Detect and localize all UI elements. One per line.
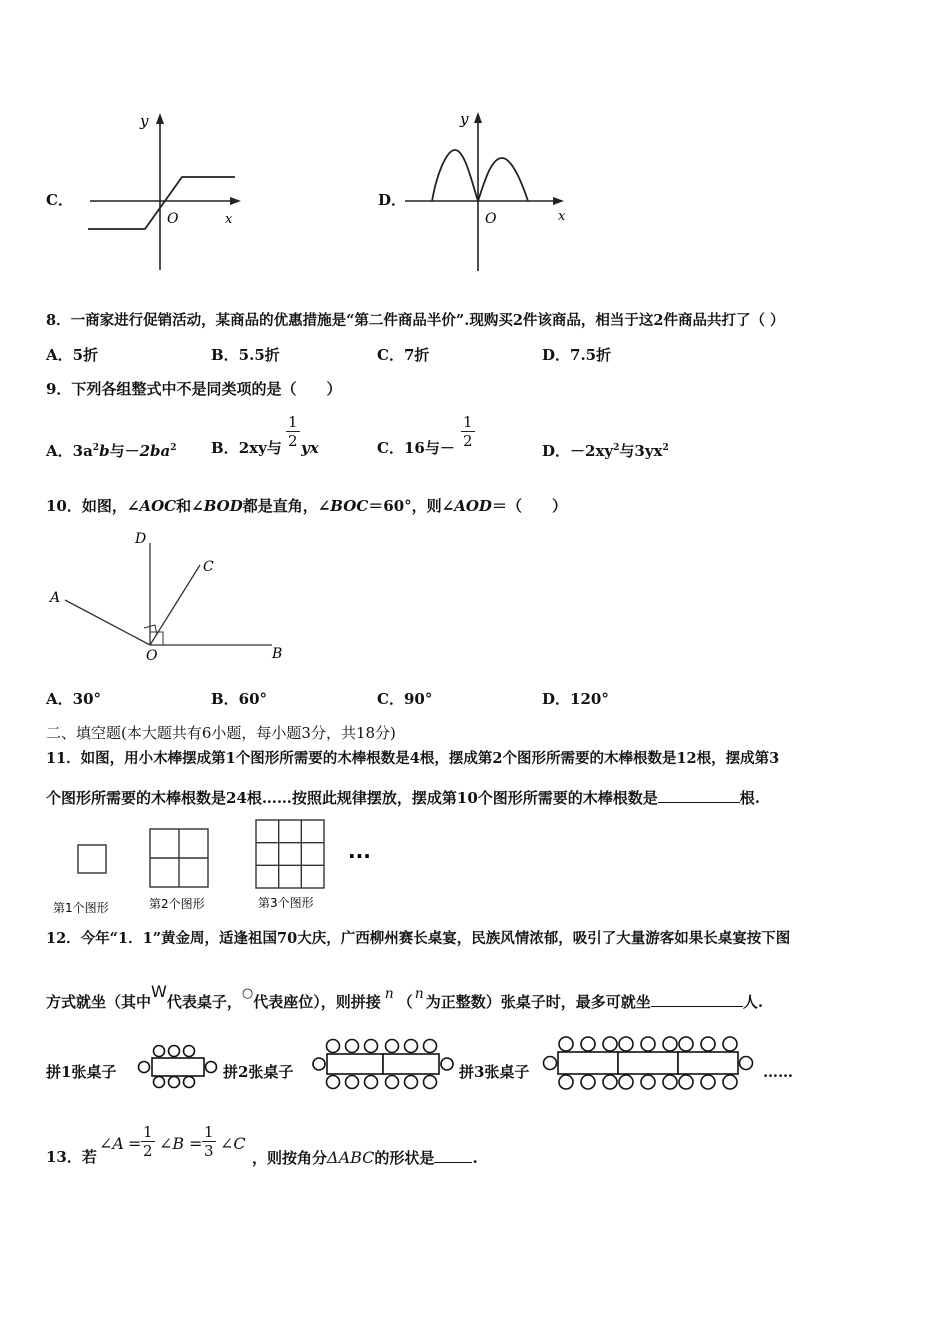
q12-ellipsis: ……	[763, 1063, 793, 1081]
q12-label-1: 拼1张桌子	[46, 1063, 117, 1081]
graph-d-x-label: x	[558, 209, 566, 224]
q10-option-b: B．60°	[211, 690, 268, 708]
section-2-heading: 二、填空题(本大题共有6小题，每小题3分，共18分)	[46, 724, 396, 742]
q13-answer-blank[interactable]	[434, 1148, 472, 1163]
stick-figures	[48, 815, 398, 920]
q10-option-c: C．90°	[377, 690, 433, 708]
q8-option-d: D．7.5折	[542, 346, 612, 364]
graph-c	[85, 110, 255, 275]
q10-option-a: A．30°	[46, 690, 102, 708]
q13-fraction-1: $\frac{1}{2}$	[143, 1123, 153, 1160]
label-o: O	[146, 648, 158, 664]
q9-b-expr2: yx	[301, 439, 319, 457]
q9-b-fraction: $\frac{1}{2}$	[288, 413, 298, 450]
caption-3: 第3个图形	[258, 896, 314, 910]
q11-line1: 11．如图，用小木棒摆成第1个图形所需要的木棒根数是4根，摆成第2个图形所需要的木棒根数是12根，摆成第3	[46, 750, 780, 767]
q9-c-fraction: $\frac{1}{2}$	[463, 413, 473, 450]
q13-eq2: =	[189, 1134, 203, 1153]
angle-diagram	[40, 525, 300, 665]
table-arrangements	[130, 1035, 760, 1095]
q9-text: 9．下列各组整式中不是同类项的是（ ）	[46, 380, 342, 398]
graph-c-origin: O	[167, 211, 179, 227]
graph-c-y-label: y	[140, 112, 149, 130]
q9-option-d: D．$-2xy^2$与$3yx^2$	[542, 442, 669, 460]
q11-answer-blank[interactable]	[658, 788, 740, 803]
q9-option-a: A．$3a^2b$与$-2ba^2$	[46, 442, 177, 460]
q13-angle-b: ∠B	[159, 1134, 185, 1153]
q8-option-c: C．7折	[377, 346, 430, 364]
q13-number: 13．若	[46, 1148, 97, 1166]
q12-label-2: 拼2张桌子	[223, 1063, 294, 1081]
q9-option-c: C．16与－	[377, 439, 455, 457]
q9-option-b: B．2xy与	[211, 439, 282, 457]
graph-c-x-label: x	[225, 212, 233, 227]
label-d: D	[135, 531, 147, 547]
graph-d-y-label: y	[460, 110, 469, 128]
continuation-dots: ···	[348, 844, 371, 868]
label-c: C	[203, 559, 214, 575]
q12-line2: 方式就坐（其中W代表桌子，○代表座位），则拼接 n （ n 为正整数）张桌子时，最多可就坐 人.	[46, 982, 764, 1011]
q13-angle-c: ∠C	[220, 1134, 246, 1153]
caption-1: 第1个图形	[53, 901, 109, 915]
q12-line1: 12．今年“1．1”黄金周，适逢祖国70大庆，广西柳州赛长桌宴，民族风情浓郁，吸引了大量游客如果长桌宴按下图	[46, 930, 791, 947]
q11-line2: 个图形所需要的木棒根数是24根……按照此规律摆放，摆成第10个图形所需要的木棒根数是 根.	[46, 789, 760, 807]
q12-label-3: 拼3张桌子	[459, 1063, 530, 1081]
graph-d-origin: O	[485, 211, 497, 227]
q13-text: ，则按角分ΔABC的形状是 .	[252, 1148, 478, 1167]
q8-option-b: B．5.5折	[211, 346, 280, 364]
label-a: A	[50, 590, 61, 606]
q13-fraction-2: $\frac{1}{3}$	[204, 1123, 214, 1160]
option-c-label: C．	[46, 191, 73, 209]
graph-d	[400, 108, 580, 276]
q13-angle-a: ∠A	[99, 1134, 124, 1153]
q10-text: 10．如图，∠AOC和∠BOD都是直角，∠BOC＝60°，则∠AOD＝（ ）	[46, 497, 567, 515]
label-b: B	[272, 646, 283, 662]
q8-option-a: A．5折	[46, 346, 99, 364]
q13-eq1: =	[128, 1134, 142, 1153]
q10-option-d: D．120°	[542, 690, 609, 708]
option-d-label: D．	[378, 191, 407, 209]
caption-2: 第2个图形	[149, 897, 205, 911]
q8-text: 8．一商家进行促销活动，某商品的优惠措施是“第二件商品半价”.现购买2件该商品，相当于这2件商品共打了（ ）	[46, 312, 785, 329]
q12-answer-blank[interactable]	[651, 992, 743, 1007]
